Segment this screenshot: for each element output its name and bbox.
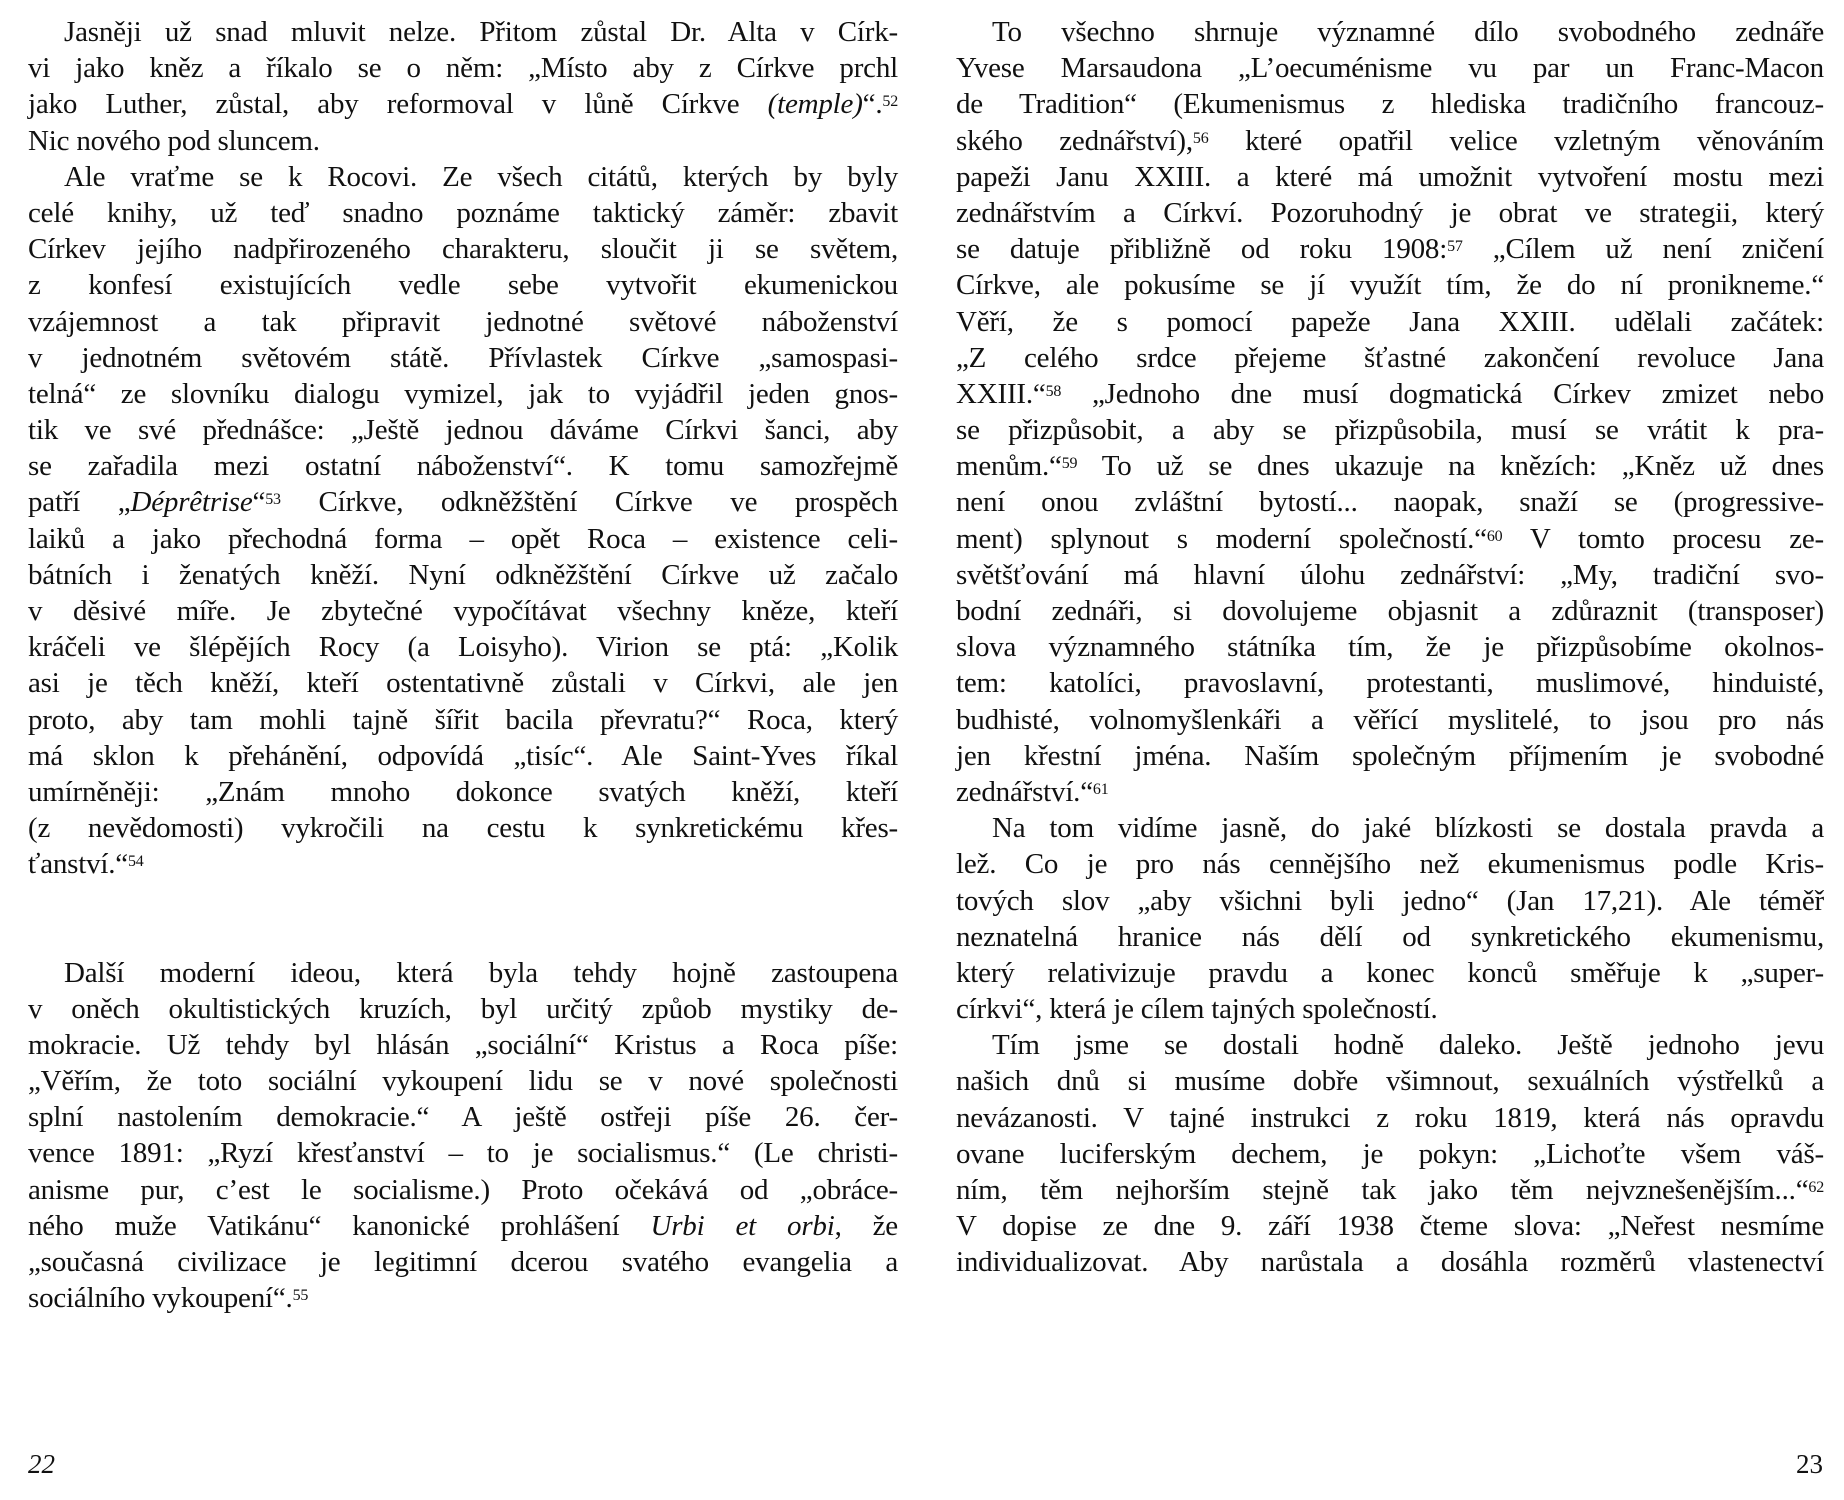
text-line: umírněněji: „Znám mnoho dokonce svatých kněží, kteří	[28, 775, 898, 808]
paragraph	[28, 14, 898, 159]
text-line: v děsivé míře. Je zbytečné vypočítávat všechny kněze, kteří	[28, 595, 898, 627]
text-line: ťanství.“$^{54}$	[28, 848, 144, 881]
text-line: kráčeli ve šlépějích Rocy (a Loisyho). Virion se ptá: „Kolik	[28, 631, 898, 664]
text-line: individualizovat. Aby narůstala a dosáhla rozměrů vlastenectví	[956, 1246, 1824, 1279]
text-line: Ale vraťme se k Rocovi. Ze všech citátů, kterých by byly	[64, 160, 898, 193]
text-line: asi je těch kněží, kteří ostentativně zůstali v Církvi, ale jen	[28, 667, 898, 700]
text-line: v jednotném světovém státě. Přívlastek Církve „samospasi-	[28, 341, 898, 374]
text-line: Další moderní ideou, která byla tehdy hojně zastoupena	[64, 956, 898, 989]
left-page	[28, 14, 898, 1316]
text-line: vi jako kněz a říkalo se o něm: „Místo aby z Církve prchl	[28, 52, 898, 85]
text-line: menům.“$^{59}$ To už se dnes ukazuje na knězích: „Kněz už dnes	[956, 450, 1824, 483]
text-line: papeži Janu XXIII. a které má umožnit vytvoření mostu mezi	[956, 160, 1824, 193]
text-line: tik ve své přednášce: „Ještě jednou dáváme Církvi šanci, aby	[28, 414, 898, 447]
text-line: církvi“, která je cílem tajných společností.	[956, 993, 1438, 1026]
text-line: budhisté, volnomyšlenkáři a věřící myslitelé, to jsou pro nás	[956, 703, 1824, 736]
text-line: zednářství.“$^{61}$	[956, 775, 1109, 808]
text-line: bodní zednáři, si dovolujeme objasnit a zdůraznit (transposer)	[956, 595, 1824, 627]
text-line: z konfesí existujících vedle sebe vytvořit ekumenickou	[28, 269, 898, 302]
text-line: XXIII.“$^{58}$ „Jednoho dne musí dogmatická Církev zmizet nebo	[956, 377, 1824, 410]
text-line: nevázanosti. V tajné instrukci z roku 1819, která nás opravdu	[956, 1101, 1824, 1134]
text-line: Církev jejího nadpřirozeného charakteru, sloučit ji se světem,	[28, 233, 898, 266]
text-line: „současná civilizace je legitimní dcerou svatého evangelia a	[28, 1246, 898, 1278]
page-number-right: 23	[1796, 1449, 1823, 1479]
text-line: Jasněji už snad mluvit nelze. Přitom zůstal Dr. Alta v Círk-	[64, 16, 898, 48]
text-line: Tím jsme se dostali hodně daleko. Ještě jednoho jevu	[992, 1029, 1824, 1062]
paragraph	[28, 159, 898, 883]
text-line: Věří, že s pomocí papeže Jana XXIII. udělali začátek:	[956, 305, 1824, 338]
text-line: splní nastolením demokracie.“ A ještě ostřeji píše 26. čer-	[28, 1101, 898, 1134]
text-line: tových slov „aby všichni byli jedno“ (Jan 17,21). Ale téměř	[956, 884, 1824, 917]
text-line: celé knihy, už teď snadno poznáme taktický záměr: zbavit	[28, 196, 898, 229]
text-line: bátních i ženatých kněží. Nyní odkněžštění Církve už začalo	[28, 558, 898, 591]
text-line: proto, aby tam mohli tajně šířit bacila převratu?“ Roca, který	[28, 703, 898, 736]
text-line: má sklon k přehánění, odpovídá „tisíc“. Ale Saint-Yves říkal	[28, 739, 898, 772]
text-line: „Věřím, že toto sociální vykoupení lidu se v nové společnosti	[28, 1065, 898, 1098]
right-page	[956, 14, 1824, 1281]
text-line: vence 1891: „Ryzí křesťanství – to je socialismus.“ (Le christi-	[28, 1137, 898, 1170]
text-line: ment) splynout s moderní společností.“$^{60}$ V tomto procesu ze-	[956, 522, 1824, 555]
text-line: světšťování má hlavní úlohu zednářství: „My, tradiční svo-	[956, 558, 1824, 591]
text-line: ovane luciferským dechem, je pokyn: „Lichoťte všem váš-	[956, 1137, 1824, 1170]
text-line: Nic nového pod sluncem.	[28, 124, 320, 157]
text-line: anisme pur, c’est le socialisme.) Proto očekává od „obráce-	[28, 1173, 898, 1206]
paragraph	[28, 955, 898, 1317]
text-line: tem: katolíci, pravoslavní, protestanti, muslimové, hinduisté,	[956, 667, 1824, 700]
text-line: slova významného státníka tím, že je přizpůsobíme okolnos-	[956, 631, 1824, 664]
text-line: patří „Déprêtrise“$^{53}$ Církve, odkněžštění Církve ve prospěch	[28, 486, 898, 519]
paragraph	[956, 1027, 1824, 1280]
text-line: (z nevědomosti) vykročili na cestu k synkretickému křes-	[28, 812, 898, 845]
text-line: se přizpůsobit, a aby se přizpůsobila, musí se vrátit k pra-	[956, 414, 1824, 447]
text-line: Na tom vidíme jasně, do jaké blízkosti se dostala pravda a	[992, 812, 1824, 845]
text-line: vzájemnost a tak připravit jednotné světové náboženství	[28, 305, 898, 338]
text-line: se zařadila mezi ostatní náboženství“. K tomu samozřejmě	[28, 450, 898, 483]
text-line: lež. Co je pro nás cennějšího než ekumenismus podle Kris-	[956, 848, 1824, 881]
text-line: mokracie. Už tehdy byl hlásán „sociální“ Kristus a Roca píše:	[28, 1028, 898, 1061]
text-line: Církve, ale pokusíme se jí využít tím, že do ní pronikneme.“	[956, 269, 1824, 302]
paragraph	[956, 810, 1824, 1027]
text-line: To všechno shrnuje významné dílo svobodného zednáře	[992, 16, 1824, 48]
text-line: našich dnů si musíme dobře všimnout, sexuálních výstřelků a	[956, 1065, 1824, 1098]
text-line: není onou zvláštní bytostí... naopak, snaží se (progressive-	[956, 486, 1824, 519]
text-line: laiků a jako přechodná forma – opět Roca – existence celi-	[28, 522, 898, 555]
text-line: ského zednářství),$^{56}$ které opatřil velice vzletným věnováním	[956, 124, 1824, 157]
text-line: jen křestní jména. Naším společným příjmením je svobodné	[956, 739, 1824, 772]
paragraph	[956, 14, 1824, 810]
text-line: „Z celého srdce přejeme šťastné zakončení revoluce Jana	[956, 341, 1824, 374]
text-line: v oněch okultistických kruzích, byl určitý způob mystiky de-	[28, 992, 898, 1025]
text-line: V dopise ze dne 9. září 1938 čteme slova: „Neřest nesmíme	[956, 1210, 1824, 1243]
text-line: telná“ ze slovníku dialogu vymizel, jak to vyjádřil jeden gnos-	[28, 377, 898, 410]
page-number-left: 22	[28, 1449, 55, 1479]
text-line: de Tradition“ (Ekumenismus z hlediska tradičního francouz-	[956, 88, 1824, 121]
text-line: sociálního vykoupení“.$^{55}$	[28, 1282, 309, 1315]
text-line: jako Luther, zůstal, aby reformoval v lůně Církve (temple)“.$^{52}$	[28, 88, 898, 121]
text-line: který relativizuje pravdu a konec konců směřuje k „super-	[956, 956, 1824, 989]
text-line: Yvese Marsaudona „L’oecuménisme vu par un Franc-Macon	[956, 52, 1824, 85]
text-line: se datuje přibližně od roku 1908:$^{57}$ „Cílem už není zničení	[956, 233, 1825, 266]
text-line: zednářstvím a Církví. Pozoruhodný je obrat ve strategii, který	[956, 196, 1824, 229]
section-gap	[28, 883, 898, 955]
text-line: ného muže Vatikánu“ kanonické prohlášení Urbi et orbi, že	[28, 1209, 898, 1242]
text-line: ním, těm nejhorším stejně tak jako těm nejvznešenějším...“$^{62}$	[956, 1174, 1824, 1206]
text-line: neznatelná hranice nás dělí od synkretického ekumenismu,	[956, 920, 1824, 953]
